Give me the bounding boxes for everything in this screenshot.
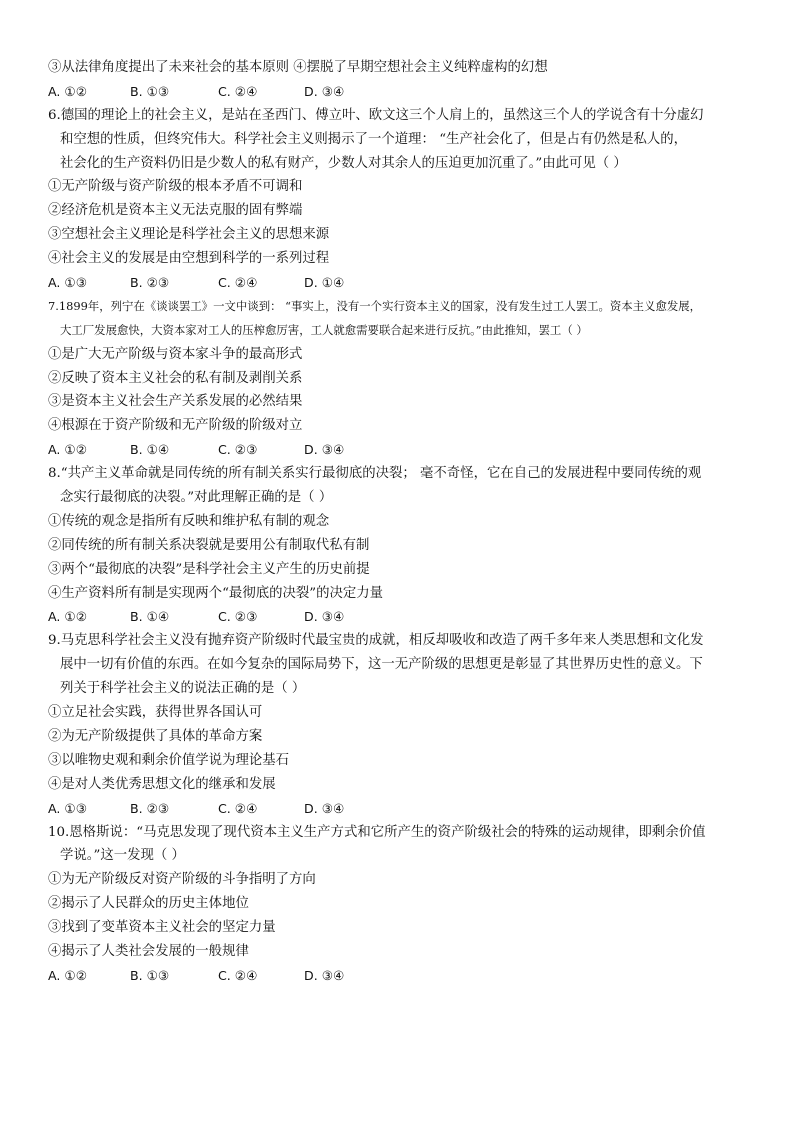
- q5-option-d[interactable]: D. ③④: [304, 83, 345, 99]
- q6-option-c[interactable]: C. ②④: [218, 275, 258, 291]
- q9-option-b[interactable]: B. ②③: [130, 800, 170, 816]
- q7-item-2: ②反映了资本主义社会的私有制及剥削关系: [48, 370, 303, 386]
- q10-option-a[interactable]: A. ①②: [48, 967, 87, 983]
- q8-item-1: ①传统的观念是指所有反映和维护私有制的观念: [48, 513, 330, 529]
- q10-stem-line-2: 学说。”这一发现（ ）: [60, 848, 185, 864]
- q8-option-b[interactable]: B. ①④: [130, 609, 170, 625]
- q6-stem-line-1: 6.德国的理论上的社会主义，是站在圣西门、傅立叶、欧文这三个人肩上的，虽然这三个人的学说含有十分虚幻: [48, 107, 704, 123]
- q5-option-b[interactable]: B. ①③: [130, 83, 170, 99]
- q7-option-a[interactable]: A. ①②: [48, 442, 87, 458]
- q7-options: [48, 438, 752, 462]
- q8-item-4: ④生产资料所有制是实现两个“最彻底的决裂”的决定力量: [48, 585, 384, 601]
- q6-option-b[interactable]: B. ②③: [130, 275, 170, 291]
- q8-item-2: ②同传统的所有制关系决裂就是要用公有制取代私有制: [48, 537, 370, 553]
- q7-item-1: ①是广大无产阶级与资本家斗争的最高形式: [48, 346, 303, 362]
- q10-item-4: ④揭示了人类社会发展的一般规律: [48, 943, 249, 959]
- q9-option-d[interactable]: D. ③④: [304, 800, 345, 816]
- q5-option-c[interactable]: C. ②④: [218, 83, 258, 99]
- q5-item-line: ③从法律角度提出了未来社会的基本原则 ④摆脱了早期空想社会主义纯粹虚构的幻想: [48, 60, 548, 75]
- q9-item-1: ①立足社会实践，获得世界各国认可: [48, 705, 263, 721]
- q10-option-b[interactable]: B. ①③: [130, 967, 170, 983]
- q9-option-c[interactable]: C. ②④: [218, 800, 258, 816]
- q9-options: [48, 797, 752, 821]
- q10-stem-line-1: 10.恩格斯说：“马克思发现了现代资本主义生产方式和它所产生的资产阶级社会的特殊的运动规律，即剩余价值: [48, 824, 706, 840]
- q10-option-c[interactable]: C. ②④: [218, 967, 258, 983]
- q9-stem-line-1: 9.马克思科学社会主义没有抛弃资产阶级时代最宝贵的成就，相反却吸收和改造了两千多年来人类思想和文化发: [48, 633, 704, 649]
- q9-stem-line-3: 列关于科学社会主义的说法正确的是（ ）: [60, 681, 306, 697]
- q9-item-4: ④是对人类优秀思想文化的继承和发展: [48, 776, 276, 792]
- q6-stem-line-3: 社会化的生产资料仍旧是少数人的私有财产，少数人对其余人的压迫更加沉重了。”由此可见（ ）: [60, 155, 627, 171]
- q8-stem-line-1: 8.“共产主义革命就是同传统的所有制关系实行最彻底的决裂； 毫不奇怪，它在自己的发展进程中要同传统的观: [48, 466, 702, 482]
- q6-item-1: ①无产阶级与资产阶级的根本矛盾不可调和: [48, 179, 303, 195]
- q10-item-1: ①为无产阶级反对资产阶级的斗争指明了方向: [48, 872, 316, 888]
- q7-option-c[interactable]: C. ②③: [218, 442, 258, 458]
- q6-stem-line-2: 和空想的性质，但终究伟大。科学社会主义则揭示了一个道理： “生产社会化了，但是占有仍然是私人的，: [60, 131, 688, 147]
- exam-page: [48, 56, 752, 988]
- q9-stem-line-2: 展中一切有价值的东西。在如今复杂的国际局势下，这一无产阶级的思想更是彰显了其世界历史性的意义。下: [60, 657, 703, 673]
- q7-item-3: ③是资本主义社会生产关系发展的必然结果: [48, 394, 303, 410]
- q8-options: [48, 605, 752, 629]
- q6-options: [48, 271, 752, 295]
- q6-item-4: ④社会主义的发展是由空想到科学的一系列过程: [48, 251, 330, 267]
- q7-item-4: ④根源在于资产阶级和无产阶级的阶级对立: [48, 418, 303, 434]
- q10-item-2: ②揭示了人民群众的历史主体地位: [48, 896, 249, 912]
- q8-stem-line-2: 念实行最彻底的决裂。”对此理解正确的是（ ）: [60, 490, 333, 506]
- q8-option-d[interactable]: D. ③④: [304, 609, 345, 625]
- q10-option-d[interactable]: D. ③④: [304, 967, 345, 983]
- q8-item-3: ③两个“最彻底的决裂”是科学社会主义产生的历史前提: [48, 561, 370, 577]
- q6-item-2: ②经济危机是资本主义无法克服的固有弊端: [48, 203, 303, 219]
- q6-item-3: ③空想社会主义理论是科学社会主义的思想来源: [48, 227, 330, 243]
- q5-options: [48, 80, 752, 104]
- q7-option-b[interactable]: B. ①④: [130, 442, 170, 458]
- q9-item-2: ②为无产阶级提供了具体的革命方案: [48, 728, 263, 744]
- q8-option-c[interactable]: C. ②③: [218, 609, 258, 625]
- q6-option-a[interactable]: A. ①③: [48, 275, 87, 291]
- q5-option-a[interactable]: A. ①②: [48, 83, 87, 99]
- q10-item-3: ③找到了变革资本主义社会的坚定力量: [48, 920, 276, 936]
- q7-option-d[interactable]: D. ③④: [304, 442, 345, 458]
- q6-option-d[interactable]: D. ①④: [304, 275, 345, 291]
- q9-option-a[interactable]: A. ①③: [48, 800, 87, 816]
- q8-option-a[interactable]: A. ①②: [48, 609, 87, 625]
- q7-stem-line-1: 7.1899年，列宁在《谈谈罢工》一文中谈到： “事实上，没有一个实行资本主义的国家，没有发生过工人罢工。资本主义愈发展，: [48, 298, 702, 313]
- q9-item-3: ③以唯物史观和剩余价值学说为理论基石: [48, 752, 290, 768]
- q7-stem-line-2: 大工厂发展愈快，大资本家对工人的压榨愈厉害，工人就愈需要联合起来进行反抗。”由此推知，罢工（ ）: [60, 322, 588, 337]
- q10-options: [48, 964, 752, 988]
